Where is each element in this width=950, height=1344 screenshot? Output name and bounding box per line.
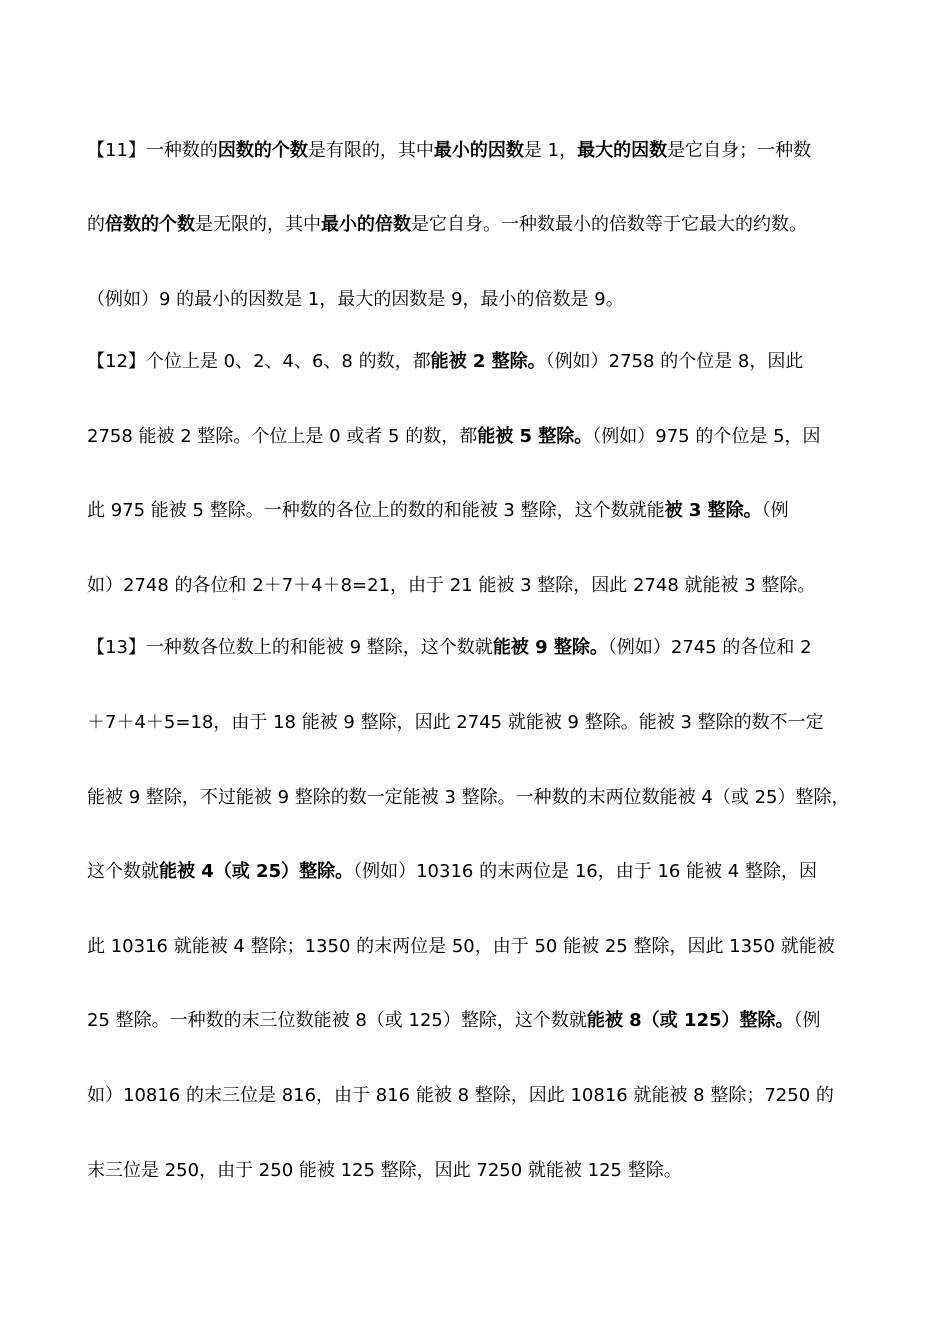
bold-text: 被 3 整除。 [664, 500, 762, 521]
paragraph-13-line-7 [87, 1083, 834, 1109]
text-run: 此 975 能被 5 整除。一种数的各位上的数的和能被 3 整除，这个数就能 [87, 500, 665, 521]
text-run: 能被 9 整除，不过能被 9 整除的数一定能被 3 整除。一种数的末两位数能被 4（或 25）整除， [87, 787, 850, 808]
paragraph-13-line-5 [87, 934, 835, 960]
paragraph-13-line-1 [87, 635, 812, 661]
paragraph-13-line-3 [87, 785, 849, 811]
paragraph-12-line-2 [87, 424, 821, 450]
text-run: （例如）10316 的末两位是 16，由于 16 能被 4 整除，因 [353, 861, 817, 882]
text-run: 25 整除。一种数的末三位数能被 8（或 125）整除，这个数就 [87, 1010, 587, 1031]
text-run: 是它自身。一种数最小的倍数等于它最大的约数。 [411, 214, 807, 235]
bold-text: 能被 4（或 25）整除。 [159, 861, 354, 882]
bold-text: 能被 9 整除。 [492, 637, 608, 658]
bold-text: 能被 5 整除。 [477, 426, 593, 447]
text-run: （例 [793, 1010, 821, 1031]
bold-text: 最小的倍数 [321, 214, 411, 235]
bold-text: 能被 8（或 125）整除。 [586, 1010, 794, 1031]
text-run: 【11】一种数的 [87, 140, 218, 161]
text-run: 此 10316 就能被 4 整除；1350 的末两位是 50，由于 50 能被 25 整除，因此 1350 就能被 [87, 936, 835, 957]
paragraph-11-line-1 [87, 138, 811, 164]
text-run: 【12】个位上是 0、2、4、6、8 的数，都 [87, 351, 431, 372]
text-run: ＋7＋4＋5=18，由于 18 能被 9 整除，因此 2745 就能被 9 整除。能被 3 整除的数不一定 [87, 712, 824, 733]
text-run: 如）10816 的末三位是 816，由于 816 能被 8 整除，因此 10816 就能被 8 整除；7250 的 [87, 1085, 834, 1106]
text-run: 的 [87, 214, 105, 235]
paragraph-12-line-3 [87, 498, 789, 524]
text-run: （例如）975 的个位是 5，因 [592, 426, 821, 447]
text-run: （例如）9 的最小的因数是 1，最大的因数是 9，最小的倍数是 9。 [87, 289, 624, 310]
text-run: 如）2748 的各位和 2＋7＋4＋8=21，由于 21 能被 3 整除，因此 2748 就能被 3 整除。 [87, 575, 816, 596]
paragraph-13-line-8 [87, 1158, 682, 1184]
bold-text: 能被 2 整除。 [430, 351, 546, 372]
text-run: 是 1， [523, 140, 578, 161]
text-run: （例 [761, 500, 789, 521]
paragraph-13-line-2 [87, 710, 824, 736]
bold-text: 最大的因数 [577, 140, 668, 161]
paragraph-11-line-3 [87, 287, 624, 313]
text-run: 是无限的，其中 [195, 214, 321, 235]
text-run: 末三位是 250，由于 250 能被 125 整除，因此 7250 就能被 125 整除。 [87, 1160, 682, 1181]
text-run: 是有限的，其中 [307, 140, 434, 161]
text-run: 2758 能被 2 整除。个位上是 0 或者 5 的数，都 [87, 426, 478, 447]
text-run: （例如）2745 的各位和 2 [607, 637, 812, 658]
paragraph-13-line-4 [87, 859, 817, 885]
text-run: 这个数就 [87, 861, 159, 882]
bold-text: 因数的个数 [217, 140, 308, 161]
bold-text: 最小的因数 [433, 140, 524, 161]
text-run: （例如）2758 的个位是 8，因此 [545, 351, 804, 372]
text-run: 【13】一种数各位数上的和能被 9 整除，这个数就 [87, 637, 493, 658]
paragraph-13-line-6 [87, 1008, 821, 1034]
bold-text: 倍数的个数 [105, 214, 195, 235]
paragraph-11-line-2 [87, 212, 807, 238]
text-run: 是它自身；一种数 [667, 140, 812, 161]
paragraph-12-line-1 [87, 349, 803, 375]
paragraph-12-line-4 [87, 573, 815, 599]
